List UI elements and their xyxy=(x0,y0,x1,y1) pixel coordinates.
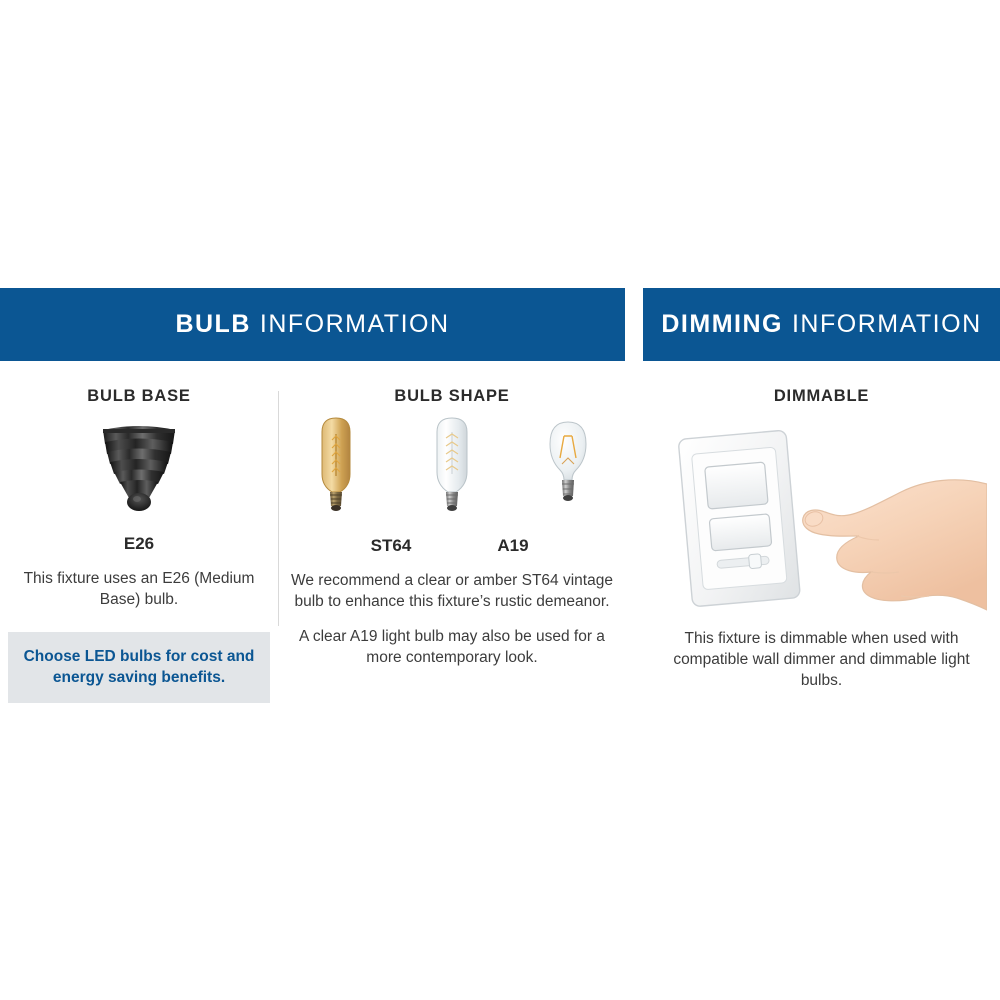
wall-dimmer-hand-icon xyxy=(657,414,987,614)
bulb-information-banner xyxy=(0,288,625,361)
bulb-shape-paragraph-2: A clear A19 light bulb may also be used for a more contemporary look. xyxy=(299,628,605,666)
bulb-info-columns xyxy=(0,361,625,703)
dimming-information-panel xyxy=(643,288,1000,691)
bulb-shape-paragraph-1: We recommend a clear or amber ST64 vintage bulb to enhance this fixture’s rustic demeanor. xyxy=(291,572,613,610)
bulb-shape-title: BULB SHAPE xyxy=(394,387,510,405)
bulb-banner-regular: INFORMATION xyxy=(259,310,450,338)
dimmable-section xyxy=(643,361,1000,691)
bulb-shape-item-a19-clear xyxy=(523,414,613,526)
bulb-shape-name-a19: A19 xyxy=(497,536,529,555)
led-tip-callout: Choose LED bulbs for cost and energy saving benefits. xyxy=(8,632,270,703)
bulb-base-art xyxy=(8,414,270,524)
bulb-information-panel xyxy=(0,288,625,703)
bulb-st64-clear-icon xyxy=(422,414,482,526)
dimming-banner-strong: DIMMING xyxy=(661,310,783,338)
bulb-base-title: BULB BASE xyxy=(87,387,191,405)
bulb-base-name: E26 xyxy=(123,534,155,553)
dimmable-title: DIMMABLE xyxy=(773,387,870,405)
bulb-banner-strong: BULB xyxy=(175,310,251,338)
bulb-dimming-info-graphic xyxy=(0,288,1000,703)
bulb-shape-art-row xyxy=(291,414,613,526)
bulb-base-section xyxy=(0,361,278,703)
bulb-shape-item-st64-clear xyxy=(407,414,497,526)
bulb-a19-clear-icon xyxy=(538,414,598,526)
dimmable-art xyxy=(653,414,990,614)
bulb-shape-name-st64: ST64 xyxy=(370,536,412,555)
dimmable-description: This fixture is dimmable when used with compatible wall dimmer and dimmable light bulbs. xyxy=(673,630,970,689)
dimming-information-banner xyxy=(643,288,1000,361)
bulb-shape-section xyxy=(279,361,625,703)
bulb-base-e26-icon xyxy=(79,420,199,524)
dimming-banner-regular: INFORMATION xyxy=(791,310,982,338)
bulb-st64-amber-icon xyxy=(306,414,366,526)
bulb-shape-names xyxy=(291,536,613,556)
bulb-base-description: This fixture uses an E26 (Medium Base) bulb. xyxy=(23,570,255,608)
panels-row xyxy=(0,288,1000,703)
bulb-shape-item-st64-amber xyxy=(291,414,381,526)
